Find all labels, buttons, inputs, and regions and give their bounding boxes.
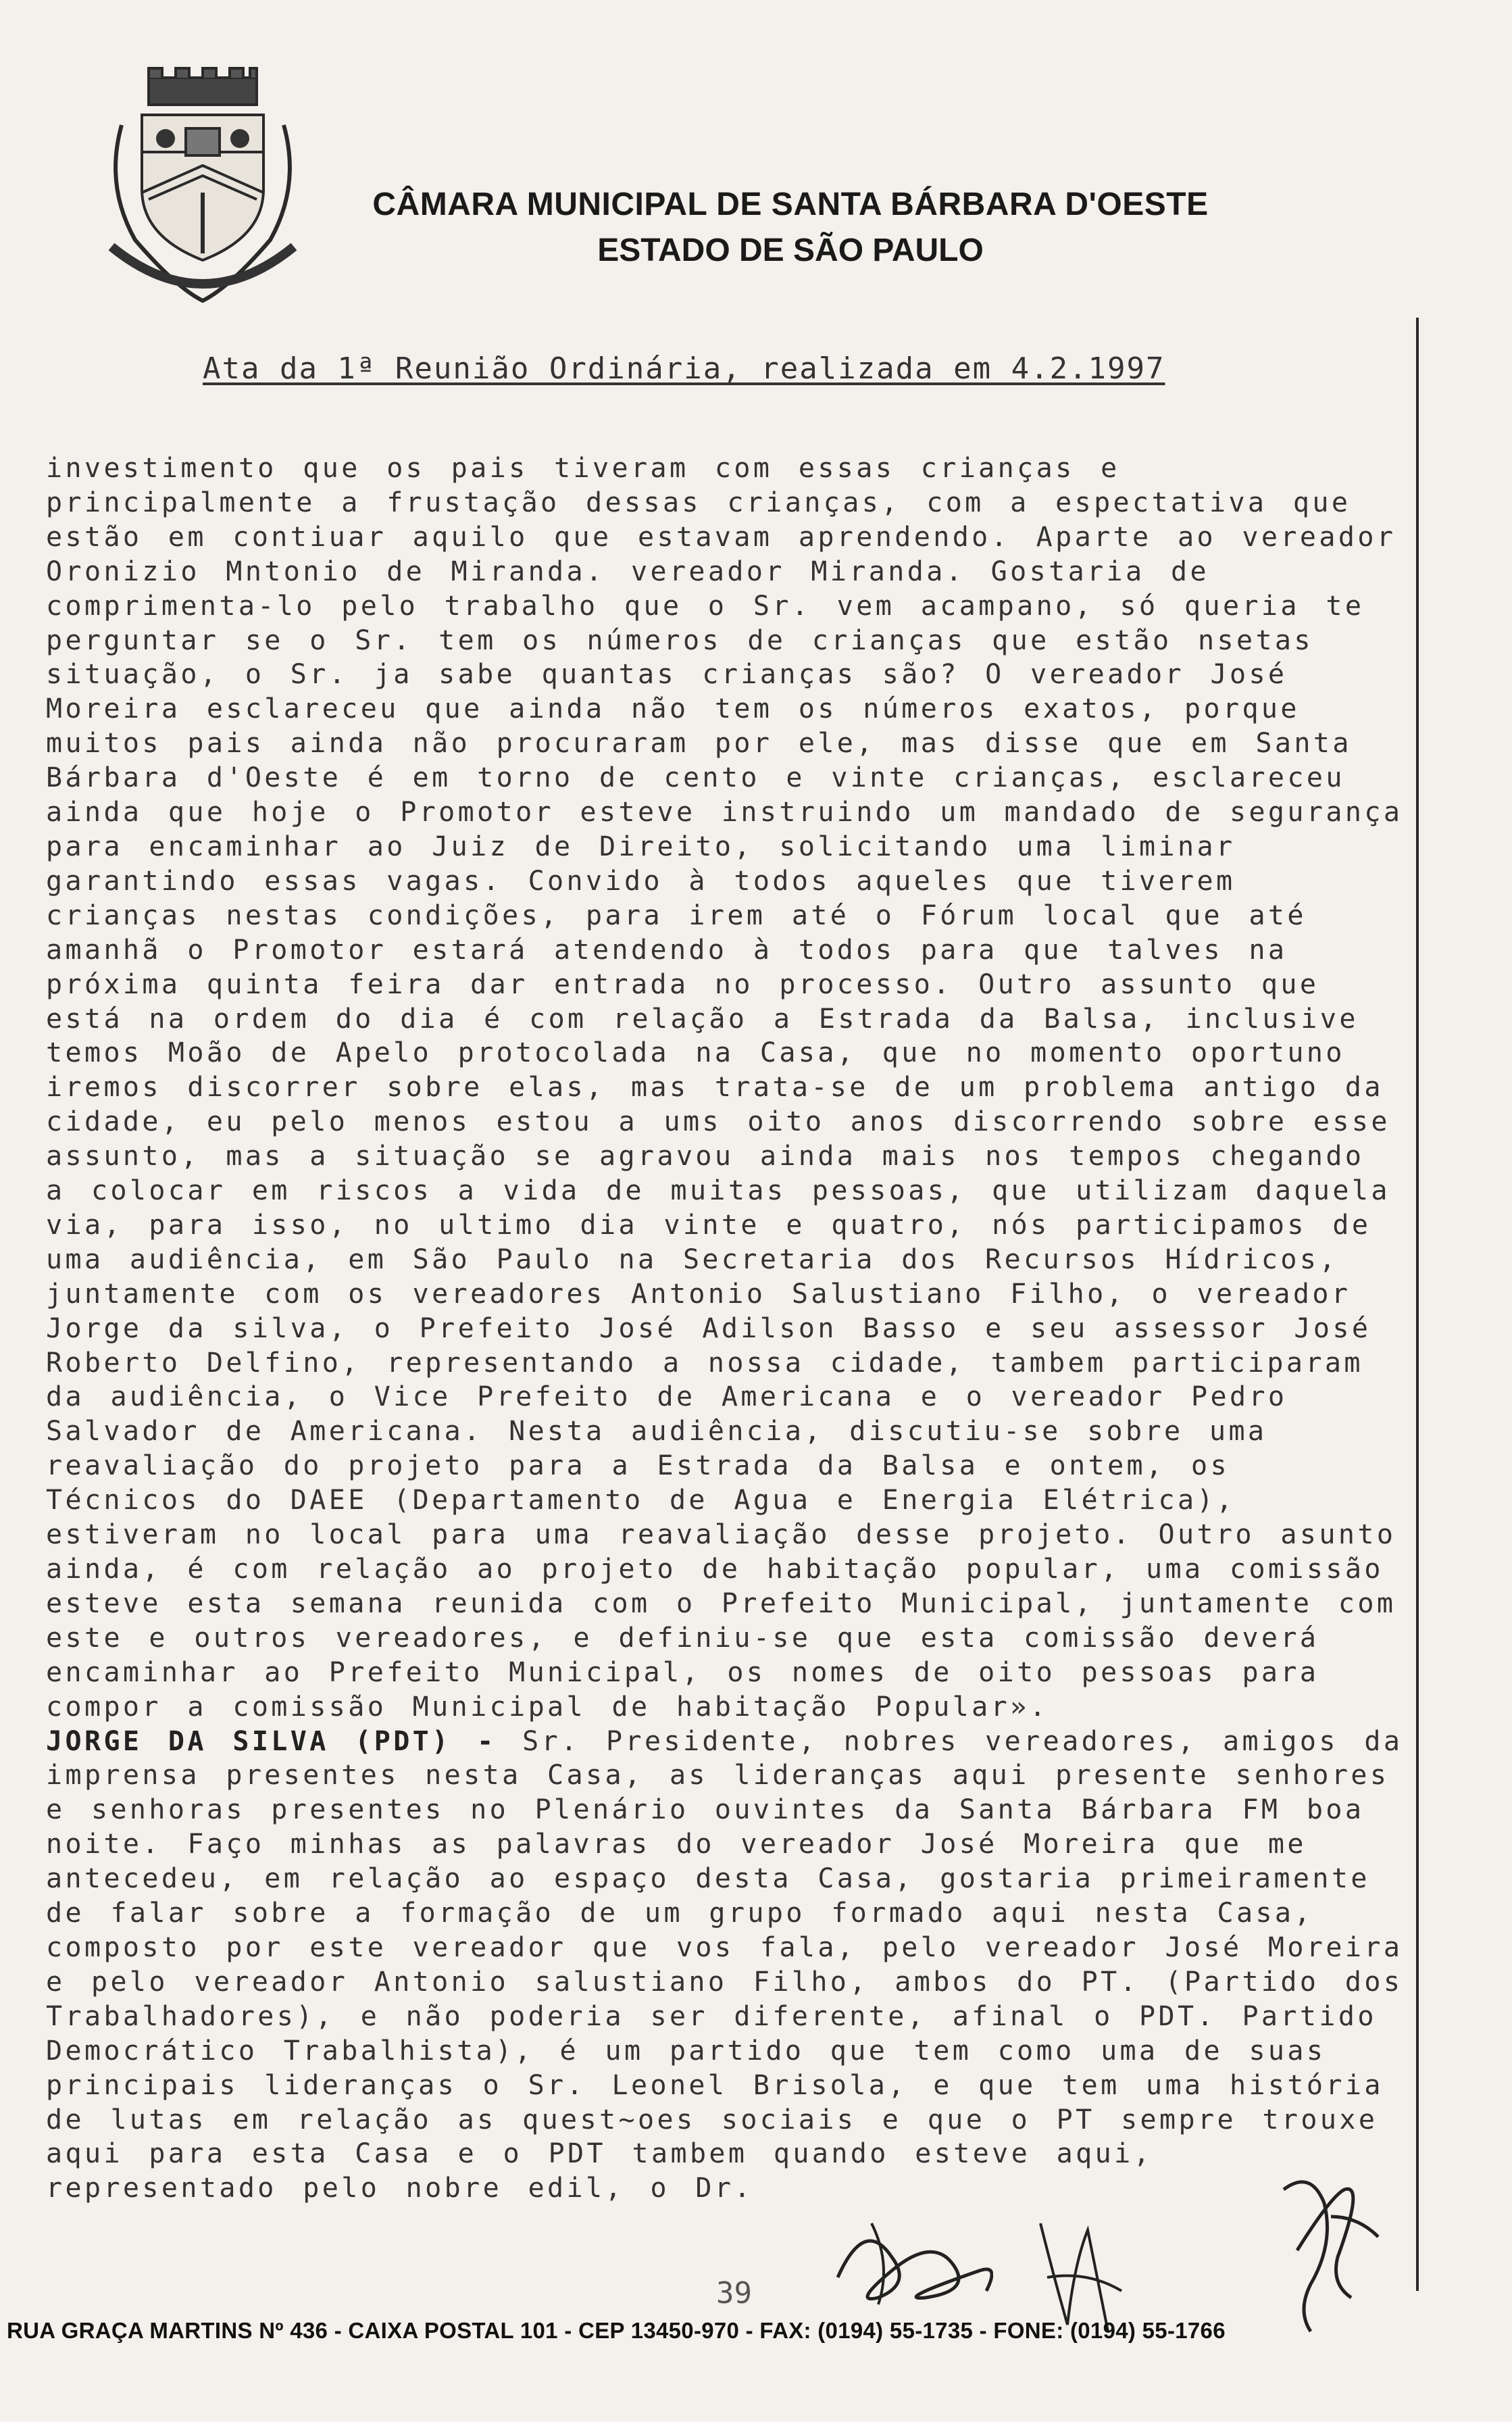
municipal-coat-of-arms	[101, 64, 304, 314]
signature-1	[831, 2196, 993, 2318]
signature-3	[1257, 2162, 1405, 2338]
speaker-name: JORGE DA SILVA (PDT) -	[46, 1725, 497, 1757]
speech-text: Sr. Presidente, nobres vereadores, amigos da imprensa presentes nesta Casa, as lideranças aqui presente senhores e senhoras presentes no Plenário ouvintes da Santa Bárbara FM boa noite. Faço minhas as palavras do vereador José Moreira que me antecedeu, em relação ao espaço desta Casa, gostaria primeiramente de falar sobre a formação de um grupo formado aqui nesta Casa, composto por este vereador que vos fala, pelo vereador José Moreira e pelo vereador Antonio salustiano Filho, ambos do PT. (Partido dos Trabalhadores), e não poderia ser diferente, afinal o PDT. Partido Democrático Trabalhista), é um partido que tem como uma de suas principais lideranças o Sr. Leonel Brisola, e que tem uma história de lutas em relação as quest~oes sociais e que o PT sempre trouxe aqui para esta Casa e o PDT tambem quando esteve aqui, representado pelo nobre edil, o Dr.	[46, 1725, 1403, 2204]
paragraph-continuation: investimento que os pais tiveram com essas crianças e principalmente a frustação dessas crianças, com a espectativa que estão em contiuar aquilo que estavam aprendendo. Aparte ao vereador Oronizio Mntonio de Miranda. vereador Miranda. Gostaria de comprimenta-lo pelo trabalho que o Sr. vem acampano, só queria te perguntar se o Sr. tem os números de crianças que estão nsetas situação, o Sr. ja sabe quantas crianças são? O vereador José Moreira esclareceu que ainda não tem os números exatos, porque muitos pais ainda não procuraram por ele, mas disse que em Santa Bárbara d'Oeste é em torno de cento e vinte crianças, esclareceu ainda que hoje o Promotor esteve instruindo um mandado de segurança para encaminhar ao Juiz de Direito, solicitando uma liminar garantindo essas vagas. Convido à todos aqueles que tiverem crianças nestas condições, para irem até o Fórum local que até amanhã o Promotor estará atendendo à todos para que talves na próxima quinta feira dar entrada no processo. Outro assunto que está na ordem do dia é com relação a Estrada da Balsa, inclusive temos Moão de Apelo protocolada na Casa, que no momento oportuno iremos discorrer sobre elas, mas trata-se de um problema antigo da cidade, eu pelo menos estou a ums oito anos discorrendo sobre esse assunto, mas a situação se agravou ainda mais nos tempos chegando a colocar em riscos a vida de muitas pessoas, que utilizam daquela via, para isso, no ultimo dia vinte e quatro, nós participamos de uma audiência, em São Paulo na Secretaria dos Recursos Hídricos, juntamente com os vereadores Antonio Salustiano Filho, o vereador Jorge da silva, o Prefeito José Adilson Basso e seu assessor José Roberto Delfino, representando a nossa cidade, tambem participaram da audiência, o Vice Prefeito de Americana e o vereador Pedro Salvador de Americana. Nesta audiência, discutiu-se sobre uma reavaliação do projeto para a Estrada da Balsa e ontem, os Técnicos do DAEE (Departamento de Agua e Energia Elétrica), estiveram no local para uma reavaliação desse projeto. Outro asunto ainda, é com relação ao projeto de habitação popular, uma comissão esteve esta semana reunida com o Prefeito Municipal, juntamente com este e outros vereadores, e definiu-se que esta comissão deverá encaminhar ao Prefeito Municipal, os nomes de oito pessoas para compor a comissão Municipal de habitação Popular».	[46, 453, 1403, 1723]
page-number: 39	[716, 2276, 752, 2310]
minutes-title: Ata da 1ª Reunião Ordinária, realizada em 4.2.1997	[203, 351, 1165, 386]
institution-name: CÂMARA MUNICIPAL DE SANTA BÁRBARA D'OESTE	[372, 187, 1209, 222]
minutes-body	[46, 451, 1405, 2206]
state-name: ESTADO DE SÃO PAULO	[597, 232, 984, 268]
margin-rule	[1416, 318, 1419, 2291]
institution-address-footer: RUA GRAÇA MARTINS Nº 436 - CAIXA POSTAL 101 - CEP 13450-970 - FAX: (0194) 55-1735 - FONE: (0194) 55-1766	[7, 2318, 1226, 2343]
